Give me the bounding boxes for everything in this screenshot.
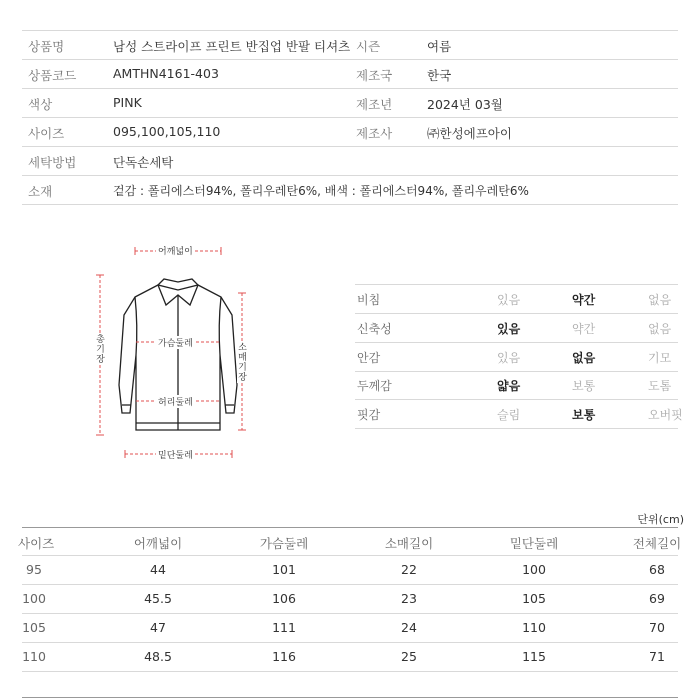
- size-cell: 105: [22, 620, 46, 635]
- info-value: 남성 스트라이프 프린트 반집업 반팔 티셔츠: [113, 39, 351, 54]
- size-cell: 44: [150, 562, 166, 577]
- fit-option: 오버핏: [648, 408, 683, 422]
- size-cell: 68: [649, 562, 665, 577]
- fit-label: 두께감: [357, 379, 392, 393]
- size-cell: 116: [272, 649, 296, 664]
- size-cell: 70: [649, 620, 665, 635]
- size-cell: 71: [649, 649, 665, 664]
- divider: [22, 204, 678, 205]
- divider: [355, 428, 678, 429]
- size-cell: 105: [522, 591, 546, 606]
- info-label: 상품명: [28, 39, 65, 54]
- divider: [22, 59, 678, 60]
- divider: [355, 371, 678, 372]
- size-cell: 106: [272, 591, 296, 606]
- divider: [22, 146, 678, 147]
- size-cell: 48.5: [144, 649, 172, 664]
- shoulder-label: 어깨넓이: [156, 244, 195, 257]
- info-label: 제조국: [356, 68, 393, 83]
- shirt-illustration: [80, 235, 280, 465]
- divider: [22, 642, 678, 643]
- divider: [22, 175, 678, 176]
- fit-label: 핏감: [357, 408, 381, 422]
- size-cell: 115: [522, 649, 546, 664]
- info-label: 사이즈: [28, 126, 65, 141]
- size-cell: 22: [401, 562, 417, 577]
- fit-label: 안감: [357, 351, 381, 365]
- fit-option-selected: 얇음: [497, 379, 521, 393]
- divider: [22, 584, 678, 585]
- size-cell: 100: [522, 562, 546, 577]
- waist-label: 허리둘레: [156, 395, 195, 408]
- fit-label: 신축성: [357, 322, 392, 336]
- divider: [355, 313, 678, 314]
- info-label: 시즌: [356, 39, 381, 54]
- fit-option: 있음: [497, 293, 521, 307]
- fit-option: 슬림: [497, 408, 521, 422]
- divider: [355, 284, 678, 285]
- chest-label: 가슴둘레: [156, 336, 195, 349]
- sleeve-length-label: 소매기장: [238, 343, 247, 383]
- info-value: 단독손세탁: [113, 155, 174, 170]
- size-cell: 110: [522, 620, 546, 635]
- info-value: 2024년 03월: [427, 97, 503, 112]
- info-value: PINK: [113, 95, 142, 110]
- divider: [22, 30, 678, 31]
- size-header: 밑단둘레: [509, 536, 559, 551]
- fit-option: 보통: [572, 379, 596, 393]
- hem-label: 밑단둘레: [156, 448, 195, 461]
- size-cell: 23: [401, 591, 417, 606]
- size-cell: 45.5: [144, 591, 172, 606]
- info-value: ㈜한성에프아이: [427, 126, 512, 141]
- info-value: AMTHN4161-403: [113, 66, 219, 81]
- size-cell: 111: [272, 620, 296, 635]
- size-header: 소매길이: [384, 536, 434, 551]
- divider: [22, 555, 678, 556]
- fit-label: 비침: [357, 293, 381, 307]
- divider: [22, 697, 678, 698]
- size-cell: 69: [649, 591, 665, 606]
- info-label: 제조년: [356, 97, 393, 112]
- fit-option: 약간: [572, 322, 596, 336]
- fit-option: 없음: [648, 322, 672, 336]
- fit-option: 있음: [497, 351, 521, 365]
- fit-option: 기모: [648, 351, 672, 365]
- info-label: 상품코드: [28, 68, 77, 83]
- info-label: 제조사: [356, 126, 393, 141]
- size-cell: 100: [22, 591, 46, 606]
- size-header: 사이즈: [18, 536, 55, 551]
- info-value: 겉감 : 폴리에스터94%, 폴리우레탄6%, 배색 : 폴리에스터94%, 폴리우레탄6%: [113, 184, 529, 198]
- size-cell: 95: [26, 562, 42, 577]
- divider: [355, 399, 678, 400]
- total-length-label: 총기장: [96, 335, 105, 365]
- size-header: 가슴둘레: [259, 536, 309, 551]
- size-header: 어깨넓이: [133, 536, 183, 551]
- fit-option: 도톰: [648, 379, 672, 393]
- divider: [22, 527, 678, 528]
- fit-option-selected: 있음: [497, 322, 521, 336]
- size-header: 전체길이: [632, 536, 682, 551]
- info-value: 여름: [427, 39, 452, 54]
- fit-option-selected: 약간: [572, 293, 596, 307]
- unit-label: 단위(cm): [637, 513, 684, 526]
- fit-option-selected: 없음: [572, 351, 596, 365]
- divider: [22, 117, 678, 118]
- divider: [355, 342, 678, 343]
- measurement-diagram: [80, 235, 280, 465]
- size-cell: 24: [401, 620, 417, 635]
- info-value: 095,100,105,110: [113, 124, 221, 139]
- info-label: 색상: [28, 97, 53, 112]
- size-cell: 101: [272, 562, 296, 577]
- divider: [22, 88, 678, 89]
- info-label: 소재: [28, 184, 53, 199]
- fit-option: 없음: [648, 293, 672, 307]
- size-cell: 47: [150, 620, 166, 635]
- info-value: 한국: [427, 68, 452, 83]
- size-cell: 25: [401, 649, 417, 664]
- info-label: 세탁방법: [28, 155, 77, 170]
- divider: [22, 671, 678, 672]
- size-cell: 110: [22, 649, 46, 664]
- fit-option-selected: 보통: [572, 408, 596, 422]
- divider: [22, 613, 678, 614]
